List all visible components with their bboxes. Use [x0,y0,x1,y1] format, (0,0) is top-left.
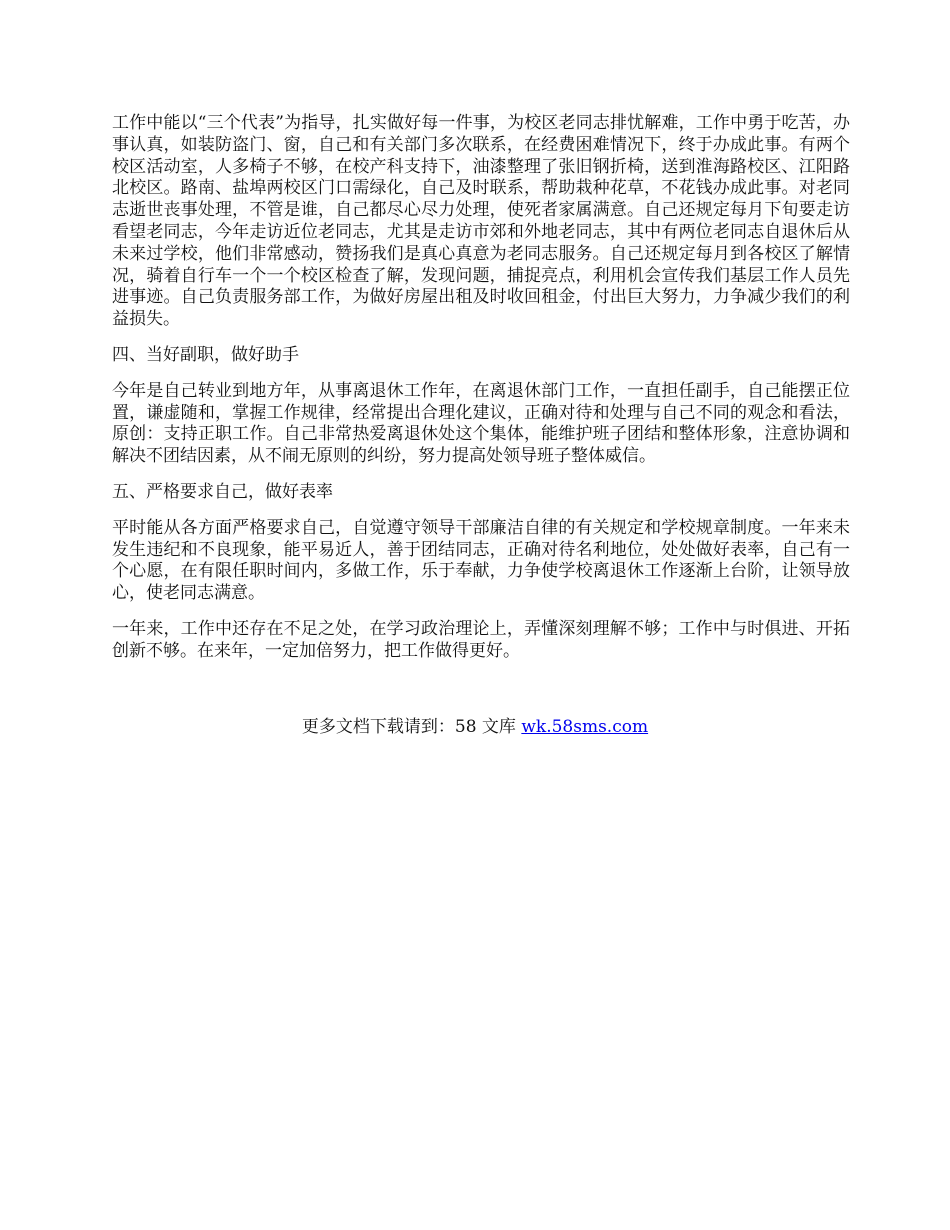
paragraph-work-summary: 工作中能以“三个代表”为指导，扎实做好每一件事，为校区老同志排忧解难，工作中勇于吃苦，办事认真，如装防盗门、窗，自己和有关部门多次联系，在经费困难情况下，终于办成此事。有两个校区活动室，人多椅子不够，在校产科支持下，油漆整理了张旧钢折椅，送到淮海路校区、江阳路北校区。路南、盐埠两校区门口需绿化，自己及时联系，帮助栽种花草，不花钱办成此事。对老同志逝世丧事处理，不管是谁，自己都尽心尽力处理，使死者家属满意。自己还规定每月下旬要走访看望老同志，今年走访近位老同志，尤其是走访市郊和外地老同志，其中有两位老同志自退休后从未来过学校，他们非常感动，赞扬我们是真心真意为老同志服务。自己还规定每月到各校区了解情况，骑着自行车一个一个校区检查了解，发现问题，捕捉亮点，利用机会宣传我们基层工作人员先进事迹。自己负责服务部工作，为做好房屋出租及时收回租金，付出巨大努力，力争减少我们的利益损失。 [112,113,850,330]
paragraph-deputy-role: 今年是自己转业到地方年，从事离退休工作年，在离退休部门工作，一直担任副手，自己能摆正位置，谦虚随和，掌握工作规律，经常提出合理化建议，正确对待和处理与自己不同的观念和看法，原创：支持正职工作。自己非常热爱离退休处这个集体，能维护班子团结和整体形象，注意协调和解决不团结因素，从不闹无原则的纠纷，努力提高处领导班子整体威信。 [112,380,850,467]
document-body [112,113,850,677]
download-footer [0,716,950,738]
paragraph-self-discipline: 平时能从各方面严格要求自己，自觉遵守领导干部廉洁自律的有关规定和学校规章制度。一年来未发生违纪和不良现象，能平易近人，善于团结同志，正确对待名利地位，处处做好表率，自己有一个心愿，在有限任职时间内，多做工作，乐于奉献，力争使学校离退休工作逐渐上台阶，让领导放心，使老同志满意。 [112,517,850,604]
paragraph-shortcomings: 一年来，工作中还存在不足之处，在学习政治理论上，弄懂深刻理解不够；工作中与时俱进、开拓创新不够。在来年，一定加倍努力，把工作做得更好。 [112,618,850,661]
section-heading-5: 五、严格要求自己，做好表率 [112,481,333,502]
footer-text: 更多文档下载请到：58 文库 [301,717,522,737]
footer-link[interactable]: wk.58sms.com [521,717,649,737]
section-heading-4: 四、当好副职，做好助手 [112,344,299,365]
